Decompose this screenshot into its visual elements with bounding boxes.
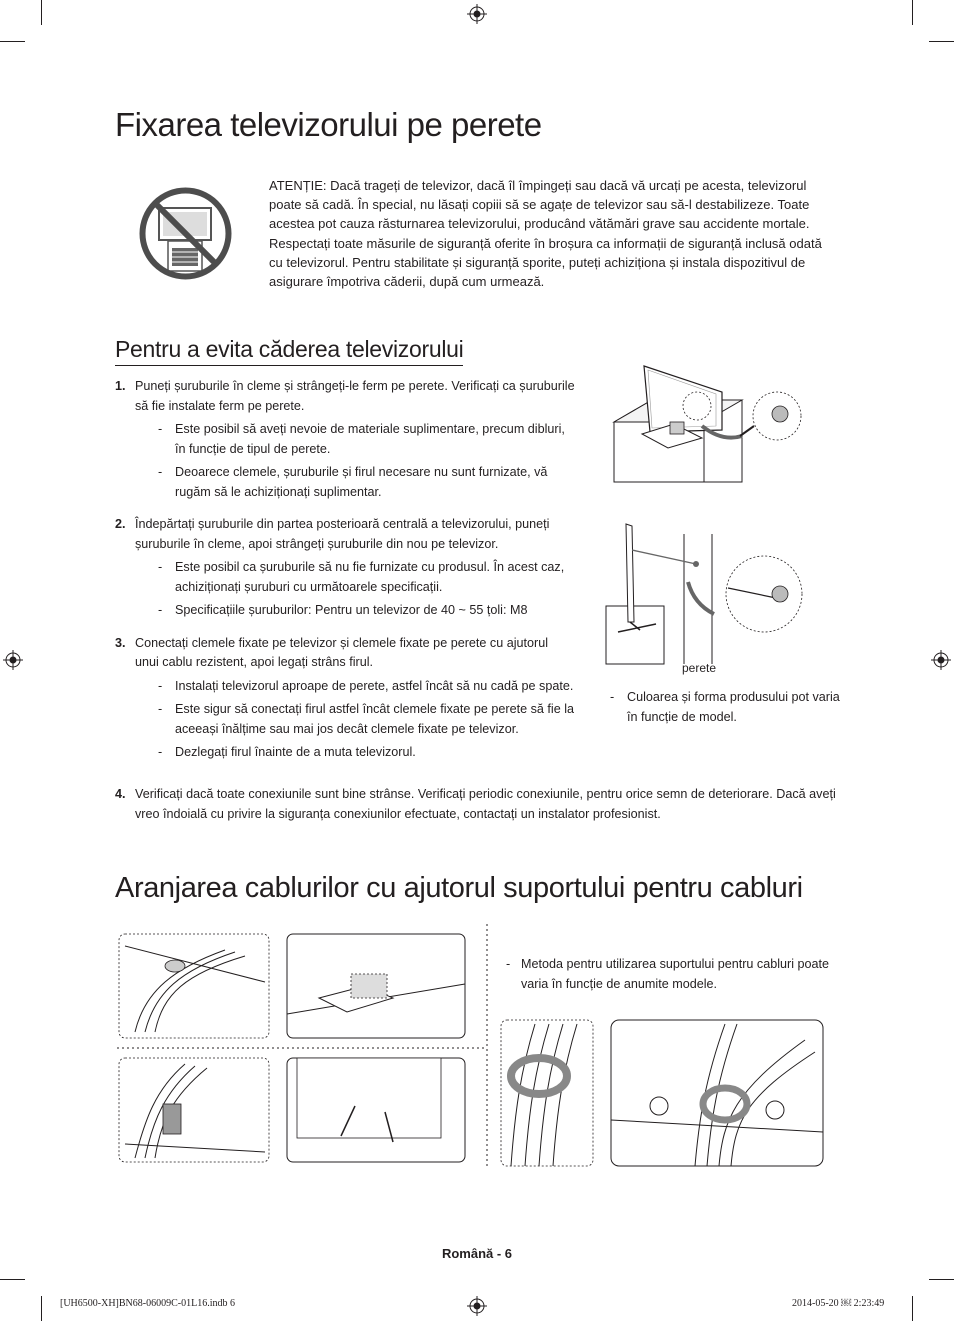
cable-holder-note: - Metoda pentru utilizarea suportului pentru cabluri poate varia în funcție de anumite modele. [506,957,830,991]
crop-mark [912,0,913,25]
crop-mark [929,1279,954,1280]
steps-list [115,377,575,776]
step-subitem: - Instalați televizorul aproape de perete, astfel încât să nu cadă pe spate. [158,678,574,693]
step-text: Îndepărtați șuruburile din partea posterioară centrală a televizorului, puneți șuruburile în cleme, apoi strângeți șuruburile din nou pe televizor. [135,517,550,551]
step-subitem: - Specificațiile șuruburilor: Pentru un televizor de 40 ~ 55 țoli: M8 [158,603,528,617]
step-text: Puneți șuruburile în cleme și strângeți-le ferm pe perete. Verificați ca șuruburile să fie instalate ferm pe perete. [135,379,575,413]
step-number: 1. [115,379,126,393]
model-variation-note: - Culoarea și forma produsului pot varia în funcție de model. [610,690,840,724]
no-climbing-tv-icon [138,186,233,281]
step-subitem: - Este posibil ca șuruburile să nu fie furnizate cu produsul. În acest caz, achiziționați șuruburi cu următoarele specificații. [158,560,565,594]
step-number: 2. [115,517,126,531]
registration-mark-icon [467,4,487,24]
crop-mark [41,0,42,25]
page-title: Fixarea televizorului pe perete [115,106,542,143]
print-slug-file: [UH6500-XH]BN68-06009C-01L16.indb 6 [60,1298,235,1309]
step-subitem: - Este sigur să conectați firul astfel încât clemele fixate pe perete să fie la aceeași înălțime sau mai jos decât clemele fixate pe televizor. [158,702,575,736]
wall-label: perete [682,661,717,675]
section-title: Aranjarea cablurilor cu ajutorul suportului pentru cabluri [115,872,803,904]
tv-clamp-illustration [612,364,802,484]
step-3 [115,634,575,763]
registration-mark-icon [467,1296,487,1316]
print-slug-date: 2014-05-20 ￼ 2:23:49 [792,1298,885,1309]
step-4 [115,785,855,824]
step-subitem: - Deoarece clemele, șuruburile și firul necesare nu sunt furnizate, vă rugăm să le achiziționați suplimentar. [158,465,548,499]
step-number: 4. [115,787,126,801]
registration-mark-icon [931,650,951,670]
crop-mark [41,1296,42,1321]
warning-text: ATENȚIE: Dacă trageți de televizor, dacă îl împingeți sau dacă vă urcați pe acesta, televizorul poate să cadă. În special, nu lăsați copiii să se agațe de televizor sau să-l destabilizeze. Toate acestea pot cauza răsturnarea televizorului, producând vătămări grave sau accidente mortale. Respectați toate măsurile de siguranță oferite în broșura ca informații de siguranță inclusă odată cu televizorul. Pentru stabilitate și siguranță sporite, puteți achiziționa și instala dispozitivul de asigurare împotriva căderii, după cum urmează. [269,178,822,290]
crop-mark [0,41,25,42]
section-heading: Pentru a evita căderea televizorului [115,336,463,366]
wall-wire-illustration [604,522,804,666]
crop-mark [929,41,954,42]
registration-mark-icon [3,650,23,670]
step-text: Conectați clemele fixate pe televizor și clemele fixate pe perete cu ajutorul unui cablu rezistent, apoi legați strâns firul. [135,635,549,669]
page-footer: Română - 6 [441,1246,513,1261]
step-2 [115,515,575,621]
crop-mark [0,1279,25,1280]
step-1 [115,377,575,502]
step-text: Verificați dacă toate conexiunile sunt bine strânse. Verificați periodic conexiunile, pentru orice semn de deteriorare. Dacă aveți vreo îndoială cu privire la siguranța conexiunilor efectuate, contactați un instalator profesionist. [135,787,836,821]
step-subitem: - Este posibil să aveți nevoie de materiale suplimentare, precum dibluri, în funcție de tipul de perete. [158,422,565,456]
step-subitem: - Dezlegați firul înainte de a muta televizorul. [158,745,416,759]
crop-mark [912,1296,913,1321]
step-number: 3. [115,635,126,650]
